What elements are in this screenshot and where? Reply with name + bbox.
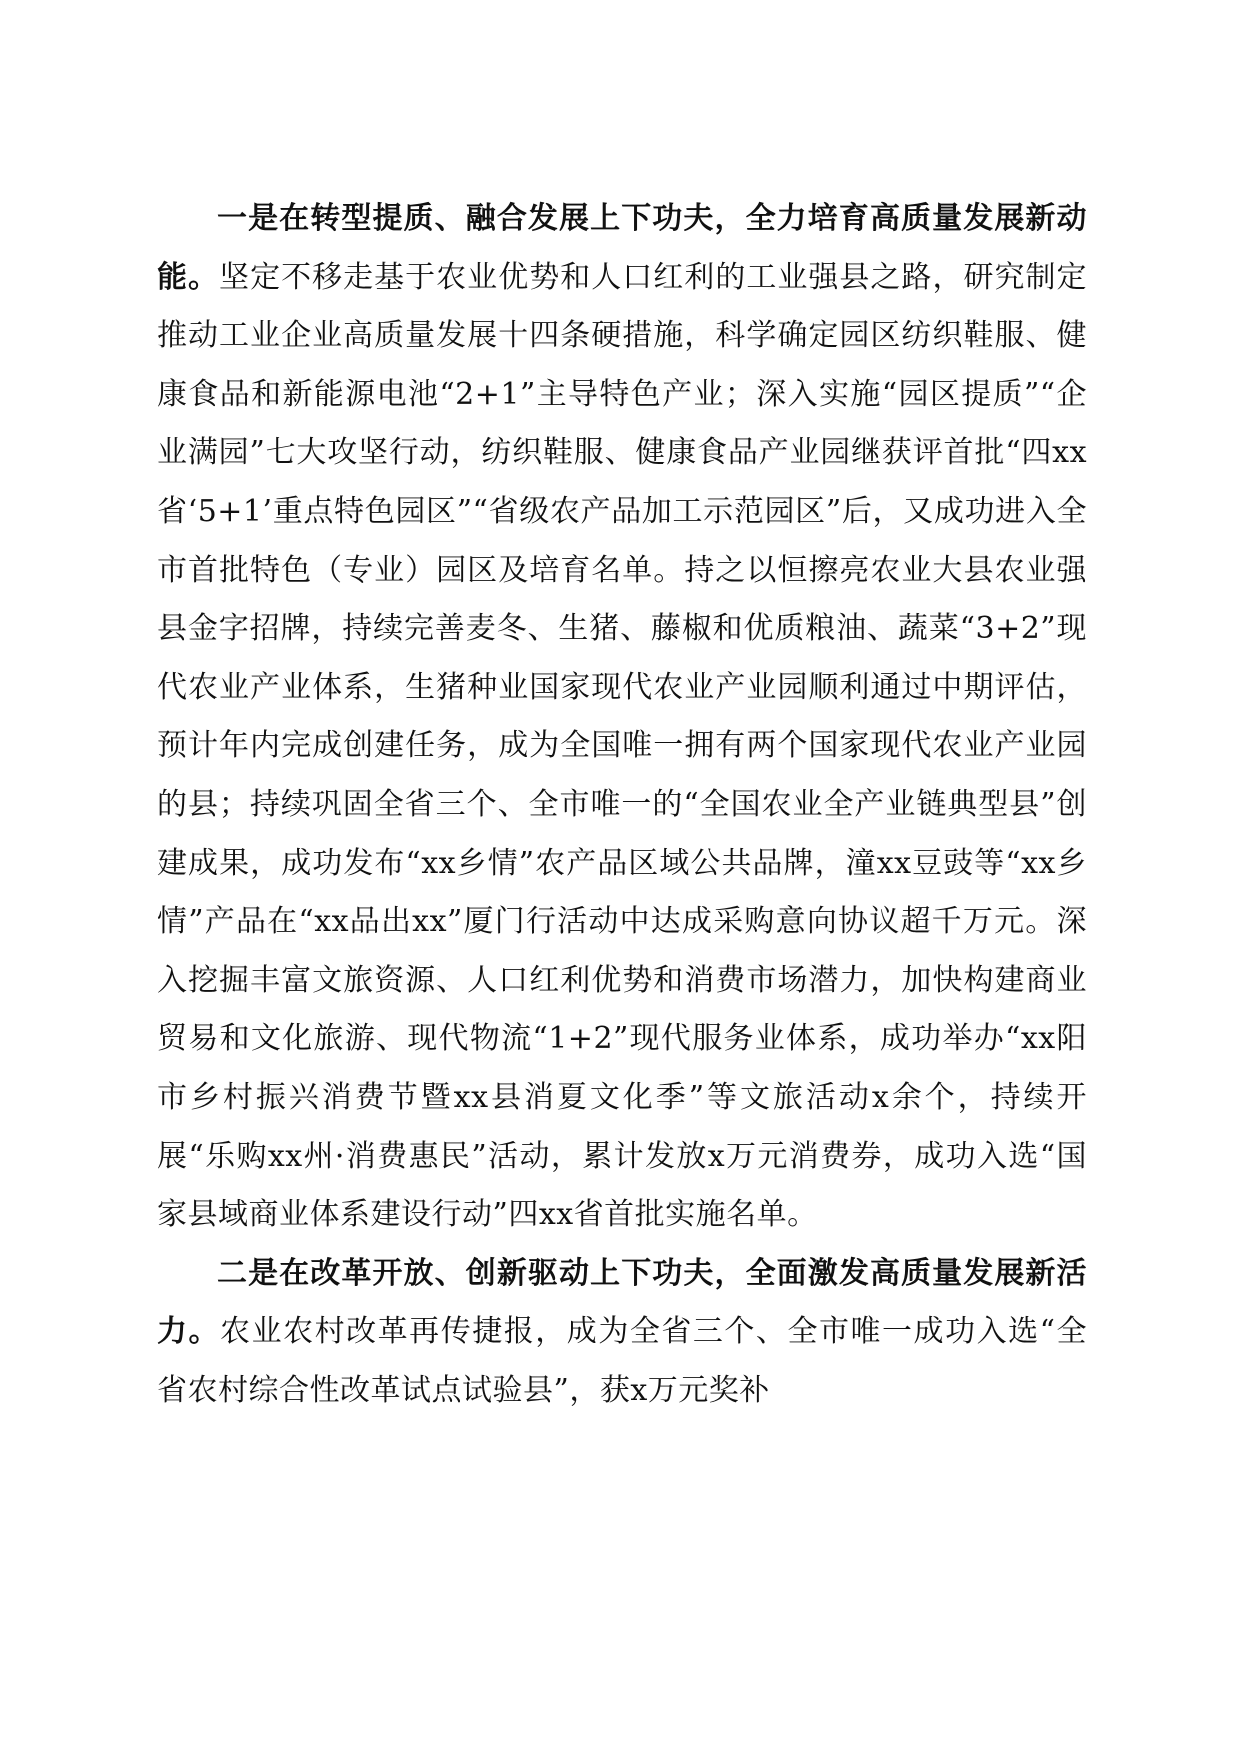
paragraph-2: [157, 1245, 1087, 1421]
document-body: [157, 190, 1087, 1420]
paragraph-1-text: 坚定不移走基于农业优势和人口红利的工业强县之路，研究制定推动工业企业高质量发展十四条硬措施，科学确定园区纺织鞋服、健康食品和新能源电池“2+1”主导特色产业；深入实施“园区提质”“企业满园”七大攻坚行动，纺织鞋服、健康食品产业园继获评首批“四xx省‘5+1’重点特色园区”“省级农产品加工示范园区”后，又成功进入全市首批特色（专业）园区及培育名单。持之以恒擦亮农业大县农业强县金字招牌，持续完善麦冬、生猪、藤椒和优质粮油、蔬菜“3+2”现代农业产业体系，生猪种业国家现代农业产业园顺利通过中期评估，预计年内完成创建任务，成为全国唯一拥有两个国家现代农业产业园的县；持续巩固全省三个、全市唯一的“全国农业全产业链典型县”创建成果，成功发布“xx乡情”农产品区域公共品牌，潼xx豆豉等“xx乡情”产品在“xx品出xx”厦门行活动中达成采购意向协议超千万元。深入挖掘丰富文旅资源、人口红利优势和消费市场潜力，加快构建商业贸易和文化旅游、现代物流“1+2”现代服务业体系，成功举办“xx阳市乡村振兴消费节暨xx县消夏文化季”等文旅活动x余个，持续开展“乐购xx州·消费惠民”活动，累计发放x万元消费券，成功入选“国家县域商业体系建设行动”四xx省首批实施名单。: [157, 259, 1088, 1233]
paragraph-2-text: 农业农村改革再传捷报，成为全省三个、全市唯一成功入选“全省农村综合性改革试点试验县”，获x万元奖补: [157, 1314, 1087, 1408]
paragraph-1: [157, 190, 1087, 1245]
paragraph-1-lead: 一是在转型提质、融合发展上下功夫，全力培育高质量发展新动能。: [157, 201, 1087, 295]
paragraph-2-lead: 二是在改革开放、创新驱动上下功夫，全面激发高质量发展新活力。: [157, 1255, 1087, 1350]
